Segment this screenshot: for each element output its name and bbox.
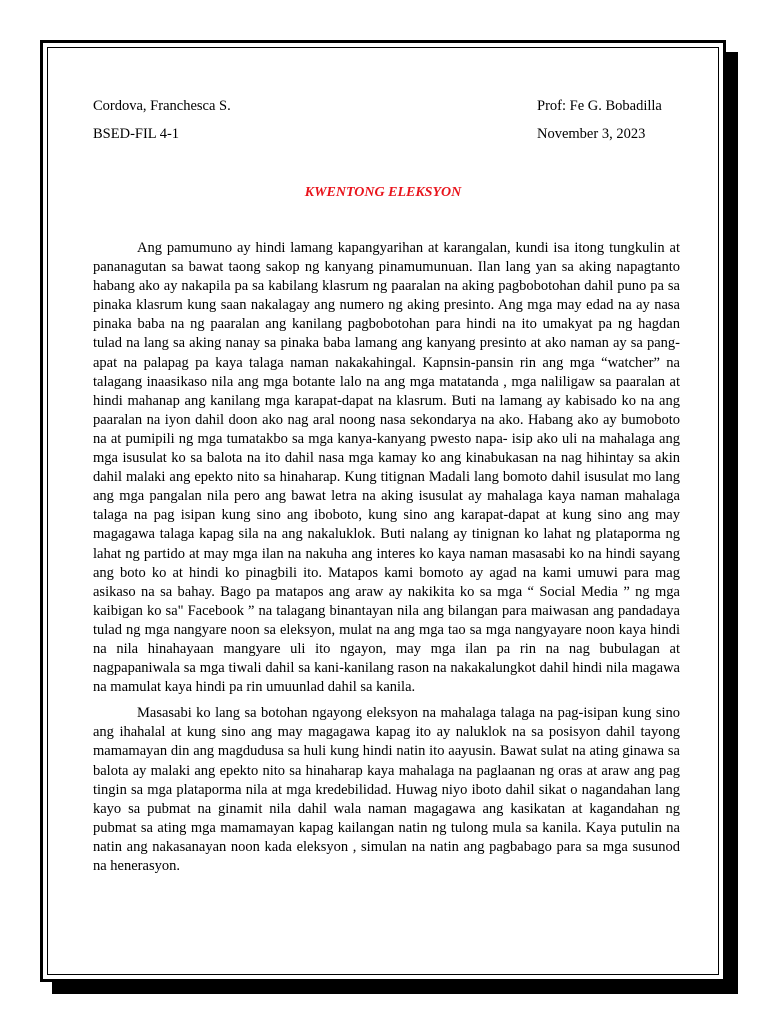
document-page (40, 40, 726, 982)
course-section: BSED-FIL 4-1 (93, 126, 180, 142)
professor-name: Prof: Fe G. Bobadilla (537, 98, 662, 114)
author-name: Cordova, Franchesca S. (93, 98, 231, 114)
document-title: KWENTONG ELEKSYON (304, 185, 462, 200)
header-row-1 (93, 98, 673, 115)
paragraph-2: Masasabi ko lang sa botohan ngayong eleksyon na mahalaga talaga na pag-isipan kung sino ang ihahalal at kung sino ang may magagawa kapag ito ay naluklok na sa posisyon dahil tayong mamamayan din ang magdudusa sa huli kung hindi natin ito aayusin. Bawat sulat na ating ginawa sa balota ay malaki ang epekto nito sa hinaharap kaya mahalaga na paglaanan ng oras at araw ang pag tingin sa mga plataporma nila at mga kredebilidad. Huwag niyo iboto dahil sikat o nagandahan lang kayo sa pubmat na ginamit nila dahil wala naman magagawa ang kasikatan at kagandahan ng pubmat sa ating mga mamamayan kapag kailangan natin ng tulong mula sa kanila. Kaya putulin na natin ang nakasanayan noon kada eleksyon , simulan na natin ang pagbabago para sa mga susunod na henerasyon. (93, 705, 680, 874)
document-date: November 3, 2023 (537, 126, 646, 142)
header-row-2 (93, 126, 673, 143)
paragraph-1: Ang pamumuno ay hindi lamang kapangyarihan at karangalan, kundi isa itong tungkulin at pananagutan sa bawat taong sakop ng kanyang pinamumunuan. Ilan lang yan sa aking napagtanto habang ako ay nakapila pa sa kabilang klasrum ng paaralan na aking pagbobotohan dahil puno pa sa pinaka klasrum kung saan nakalagay ang numero ng aking presinto. Ang mga may edad na ay nasa pinaka baba na ng paaralan ang kanilang pagbobotohan para hindi na ito umakyat pa ng hagdan tulad na lang sa aking nanay sa pinaka baba lamang ang kanyang presinto at ako naman ay sa pang- apat na palapag pa kaya talaga naman nakakahingal. Kapnsin-pansin rin ang mga “watcher” na talagang inaasikaso nila ang mga botante lalo na ang mga matatanda , mga naliligaw sa paaralan at hindi mahanap ang kanilang mga karapat-dapat na klasrum. Buti na lamang ay kabisado ko na ang paaralan na iyon dahil doon ako nag aral noong nasa sekondarya na ako. Habang ako ay bumoboto na at pumipili ng mga tumatakbo sa mga kanya-kanyang pwesto napa- isip ako uli na mahalaga ang mga isusulat ko sa balota na ito dahil nasa mga kamay ko ang kinabukasan na nag hihintay sa akin dahil malaki ang epekto nito sa hinaharap. Kung titignan Madali lang bomoto dahil isusulat mo lang ang mga pangalan nila pero ang bawat letra na aking isusulat ay mahalaga kaya naman mahalaga talaga na pag isipan kung sino ang iboboto, kung sino ang karapat-dapat at kung sino ang may magagawa talaga kapag sila na ang nakaluklok. Buti nalang ay tinignan ko lahat ng plataporma ng lahat ng partido at may mga ilan na nakuha ang interes ko kaya naman masasabi ko na hindi sayang ang boto ko at hindi ko pinagbili ito. Matapos kami bomoto ay agad na kami umuwi para mag asikaso na sa bahay. Bago pa matapos ang araw ay nakikita ko sa mga “ Social Media ” ng mga kaibigan ko sa" Facebook ” na talagang binantayan nila ang bilangan para maiwasan ang pandadaya tulad ng mga nangyare noon sa eleksyon, mulat na ang mga tao sa mga nangyayare noon kaya hindi na nila hinahayaan mangyare uli ito ngayon, may mga ilan pa rin na nag bubulagan at nagpapaniwala sa mga tiwali dahil sa kani-kanilang rason na nakakalungkot dahil hindi nila magawa na mamulat kaya hindi pa rin umuunlad dahil sa kanila. (93, 240, 680, 696)
document-body (93, 239, 680, 883)
